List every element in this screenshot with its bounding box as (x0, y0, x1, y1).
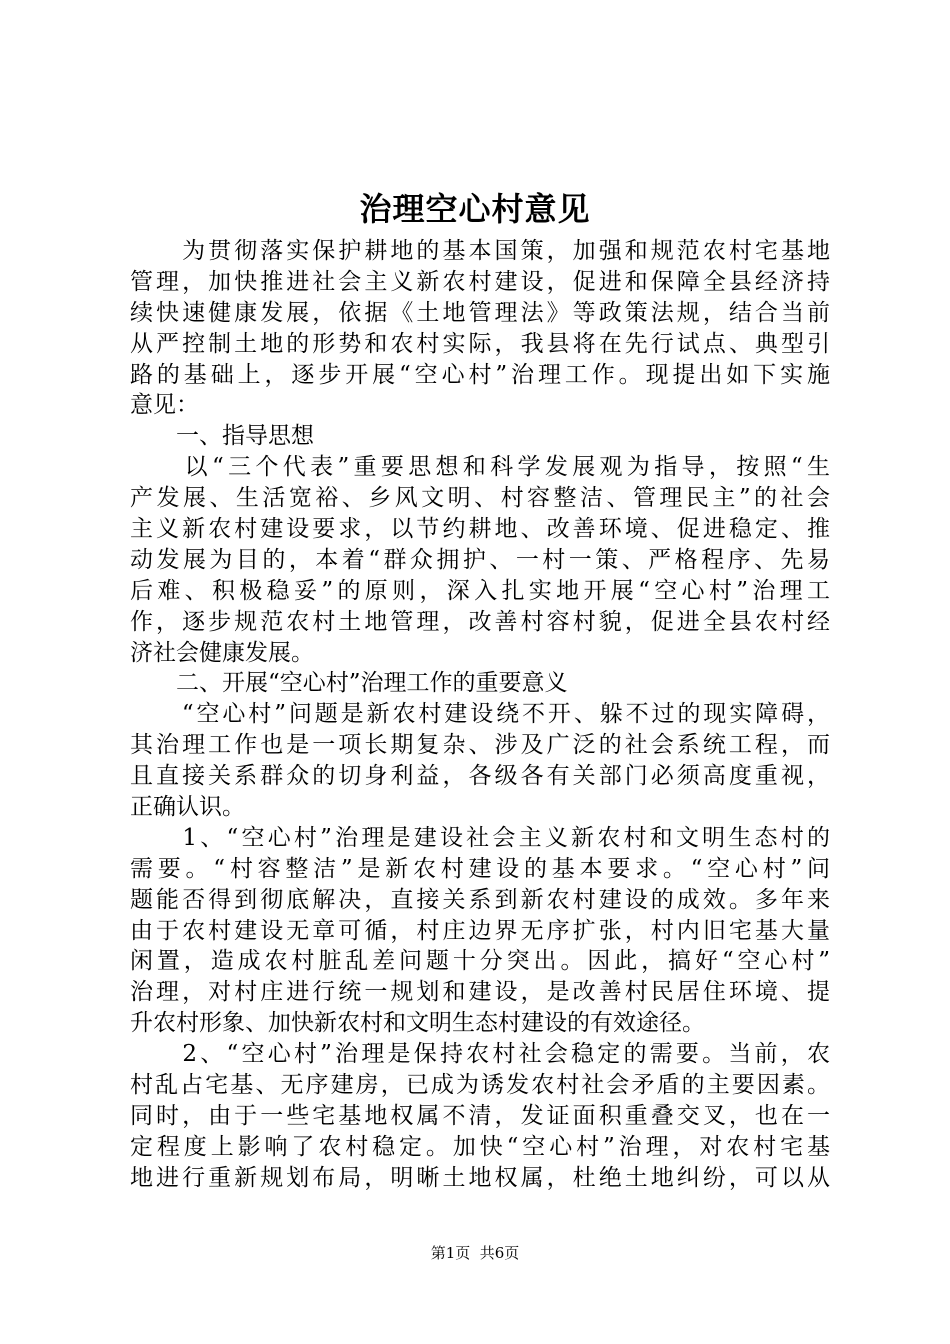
body-line: 路的基础上，逐步开展“空心村”治理工作。现提出如下实施 (130, 361, 830, 388)
body-line: 2、“空心村”治理是保持农村社会稳定的需要。当前，农 (130, 1041, 830, 1068)
body-line: “空心村”问题是新农村建设绕不开、躲不过的现实障碍， (130, 701, 830, 728)
body-line: 治理，对村庄进行统一规划和建设，是改善村民居住环境、提 (130, 979, 830, 1006)
body-line: 1、“空心村”治理是建设社会主义新农村和文明生态村的 (130, 824, 830, 851)
body-line: 意见： (130, 392, 199, 419)
body-line: 题能否得到彻底解决，直接关系到新农村建设的成效。多年来 (130, 886, 830, 913)
body-line: 由于农村建设无章可循，村庄边界无序扩张，村内旧宅基大量 (130, 917, 830, 944)
document-title: 治理空心村意见 (359, 190, 591, 228)
body-line: 升农村形象、加快新农村和文明生态村建设的有效途径。 (130, 1010, 705, 1037)
body-line: 需要。“村容整洁”是新农村建设的基本要求。“空心村”问 (130, 855, 830, 882)
body-line: 为贯彻落实保护耕地的基本国策，加强和规范农村宅基地 (130, 238, 830, 264)
body-line: 续快速健康发展，依据《土地管理法》等政策法规，结合当前 (130, 299, 830, 326)
body-line: 从严控制土地的形势和农村实际，我县将在先行试点、典型引 (130, 330, 830, 357)
body-line: 且直接关系群众的切身利益，各级各有关部门必须高度重视， (130, 763, 830, 790)
page-footer (0, 1243, 950, 1263)
body-line: 村乱占宅基、无序建房，已成为诱发农村社会矛盾的主要因素。 (130, 1072, 830, 1099)
body-line: 二、开展“空心村”治理工作的重要意义 (130, 670, 568, 697)
body-line: 定程度上影响了农村稳定。加快“空心村”治理，对农村宅基 (130, 1133, 830, 1160)
page-number-label: 第1页 共6页 (430, 1244, 520, 1262)
document-body (130, 236, 830, 1194)
body-line: 主义新农村建设要求，以节约耕地、改善环境、促进稳定、推 (130, 516, 830, 543)
body-line: 以“三个代表”重要思想和科学发展观为指导，按照“生 (130, 454, 830, 481)
body-line: 同时，由于一些宅基地权属不清，发证面积重叠交叉，也在一 (130, 1102, 830, 1129)
body-line: 动发展为目的，本着“群众拥护、一村一策、严格程序、先易 (130, 546, 830, 573)
body-line: 闲置，造成农村脏乱差问题十分突出。因此，搞好“空心村” (130, 948, 830, 975)
body-line: 管理，加快推进社会主义新农村建设，促进和保障全县经济持 (130, 268, 830, 295)
body-line: 正确认识。 (130, 794, 245, 821)
body-line: 其治理工作也是一项长期复杂、涉及广泛的社会系统工程，而 (130, 732, 830, 759)
body-line: 作，逐步规范农村土地管理，改善村容村貌，促进全县农村经 (130, 608, 830, 635)
body-line: 地进行重新规划布局，明晰土地权属，杜绝土地纠纷，可以从 (130, 1164, 830, 1191)
body-line: 济社会健康发展。 (130, 639, 314, 666)
body-line: 产发展、生活宽裕、乡风文明、村容整洁、管理民主”的社会 (130, 485, 830, 512)
body-line: 后难、积极稳妥”的原则，深入扎实地开展“空心村”治理工 (130, 577, 830, 604)
body-line: 一、指导思想 (130, 423, 314, 450)
